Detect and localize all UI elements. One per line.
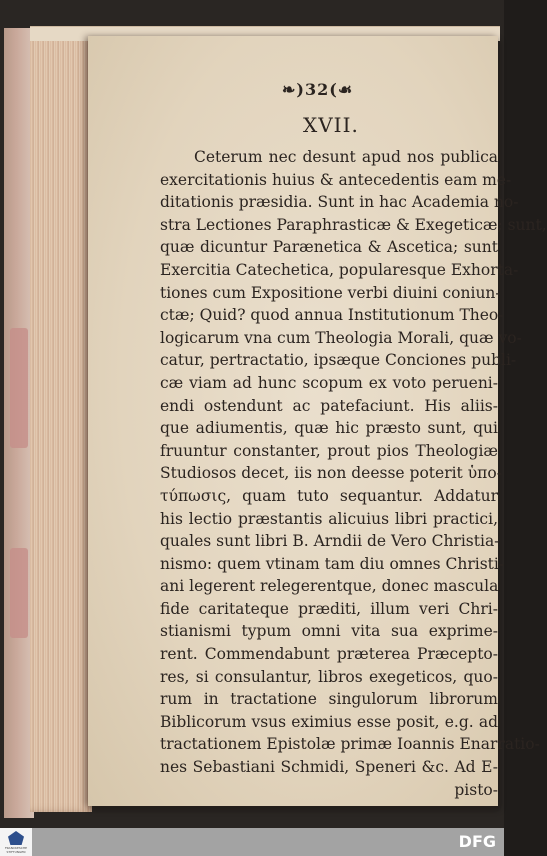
text-line: tractationem Epistolæ primæ Ioannis Enarratio-: [160, 735, 540, 754]
text-line: fruuntur constanter, prout pios Theologiæ: [160, 441, 498, 460]
cover-stain: [10, 328, 28, 448]
text-line: quæ dicuntur Parænetica & Ascetica; sunt: [160, 238, 498, 257]
text-line: stra Lectiones Paraphrasticæ & Exegeticæ; sunt,: [160, 215, 547, 234]
section-heading: XVII.: [303, 113, 359, 137]
text-line: catur, pertractatio, ipsæque Conciones publi-: [160, 351, 517, 370]
text-line: rent. Commendabunt præterea Præcepto-: [160, 645, 498, 664]
text-line: pisto-: [454, 780, 498, 799]
text-line: stianismi typum omni vita sua exprime-: [160, 622, 498, 641]
cover-stain: [10, 548, 28, 638]
page-edges: [30, 32, 92, 812]
text-line: Biblicorum vsus eximius esse posit, e.g. ad: [160, 712, 498, 731]
text-line: res, si consulantur, libros exegeticos, quo-: [160, 667, 498, 686]
library-name: FRANCKESCHE STIFTUNGEN: [4, 846, 28, 854]
text-line: tiones cum Expositione verbi diuini coniun-: [160, 283, 501, 302]
text-line: ani legerent relegerentque, donec mascula: [160, 577, 499, 596]
text-line: Ceterum nec desunt apud nos publica: [194, 148, 498, 166]
text-line: his lectio præstantis alicuius libri practici,: [160, 509, 498, 528]
library-logo[interactable]: [0, 828, 32, 856]
text-line: nismo: quem vtinam tam diu omnes Christi-: [160, 554, 505, 573]
text-line: endi ostendunt ac patefaciunt. His aliis-: [160, 396, 498, 415]
text-line: fide caritateque præditi, illum veri Chri-: [160, 599, 498, 618]
text-line: quales sunt libri B. Arndii de Vero Christia-: [160, 532, 500, 551]
text-line: Exercitia Catechetica, popularesque Exhorta-: [160, 260, 519, 279]
page-header: [282, 80, 353, 99]
text-line: rum in tractatione singulorum librorum: [160, 690, 498, 709]
text-line: exercitationis huius & antecedentis eam me-: [160, 170, 512, 189]
page-number: 32: [304, 80, 330, 99]
text-line: ctæ; Quid? quod annua Institutionum Theo-: [160, 306, 504, 325]
viewer-footer-bar: [0, 828, 504, 856]
text-line: τύπωσις, quam tuto sequantur. Addatur: [160, 486, 498, 505]
text-line: Studiosos decet, iis non deesse poterit ὑπο-: [160, 464, 502, 483]
library-logo-icon: [8, 831, 24, 845]
text-line: cæ viam ad hunc scopum ex voto perueni-: [160, 373, 498, 392]
text-line: que adiumentis, quæ hic præsto sunt, qui: [160, 419, 498, 438]
text-line: logicarum vna cum Theologia Morali, quæ vo-: [160, 328, 522, 347]
dfg-logo[interactable]: DFG: [458, 832, 496, 851]
ornament-right-icon: (☙: [329, 80, 354, 99]
body-text: [160, 146, 547, 801]
text-line: ditationis præsidia. Sunt in hac Academia no-: [160, 193, 519, 212]
ornament-left-icon: ❧): [282, 80, 305, 99]
text-line: nes Sebastiani Schmidi, Speneri &c. Ad E-: [160, 758, 498, 777]
